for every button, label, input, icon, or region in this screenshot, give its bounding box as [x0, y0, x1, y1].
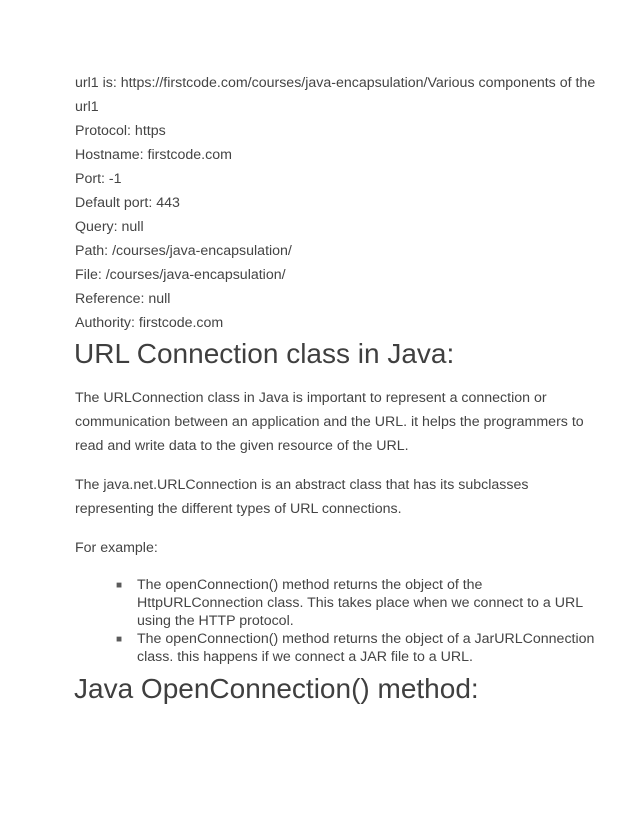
info-line-query: Query: null	[75, 219, 144, 235]
bullet-1-line: using the HTTP protocol.	[137, 613, 294, 629]
bullet-2-line: class. this happens if we connect a JAR file to a URL.	[137, 649, 473, 665]
paragraph-1-line: The URLConnection class in Java is important to represent a connection or	[75, 390, 547, 406]
paragraph-1-line: read and write data to the given resource of the URL.	[75, 438, 409, 454]
bullet-square-icon: ■	[116, 580, 123, 591]
info-line-url: url1 is: https://firstcode.com/courses/java-encapsulation/Various components of the	[75, 75, 596, 91]
bullet-1-line: The openConnection() method returns the object of the	[137, 577, 483, 593]
info-line-authority: Authority: firstcode.com	[75, 315, 224, 331]
paragraph-2-line: representing the different types of URL connections.	[75, 501, 402, 517]
info-line-port: Port: -1	[75, 171, 122, 187]
paragraph-2-line: The java.net.URLConnection is an abstract class that has its subclasses	[75, 477, 529, 493]
info-line-url-cont: url1	[75, 99, 99, 115]
info-line-default-port: Default port: 443	[75, 195, 180, 211]
info-line-hostname: Hostname: firstcode.com	[75, 147, 232, 163]
bullet-2-line: The openConnection() method returns the object of a JarURLConnection	[137, 631, 595, 647]
paragraph-example-label: For example:	[75, 540, 158, 556]
bullet-1-line: HttpURLConnection class. This takes place when we connect to a URL	[137, 595, 584, 611]
info-line-reference: Reference: null	[75, 291, 171, 307]
info-line-protocol: Protocol: https	[75, 123, 166, 139]
section-heading-url-connection: URL Connection class in Java:	[74, 338, 455, 369]
info-line-path: Path: /courses/java-encapsulation/	[75, 243, 292, 259]
section-heading-open-connection: Java OpenConnection() method:	[74, 673, 479, 704]
info-line-file: File: /courses/java-encapsulation/	[75, 267, 286, 283]
paragraph-1-line: communication between an application and the URL. it helps the programmers to	[75, 414, 584, 430]
bullet-square-icon: ■	[116, 634, 123, 645]
